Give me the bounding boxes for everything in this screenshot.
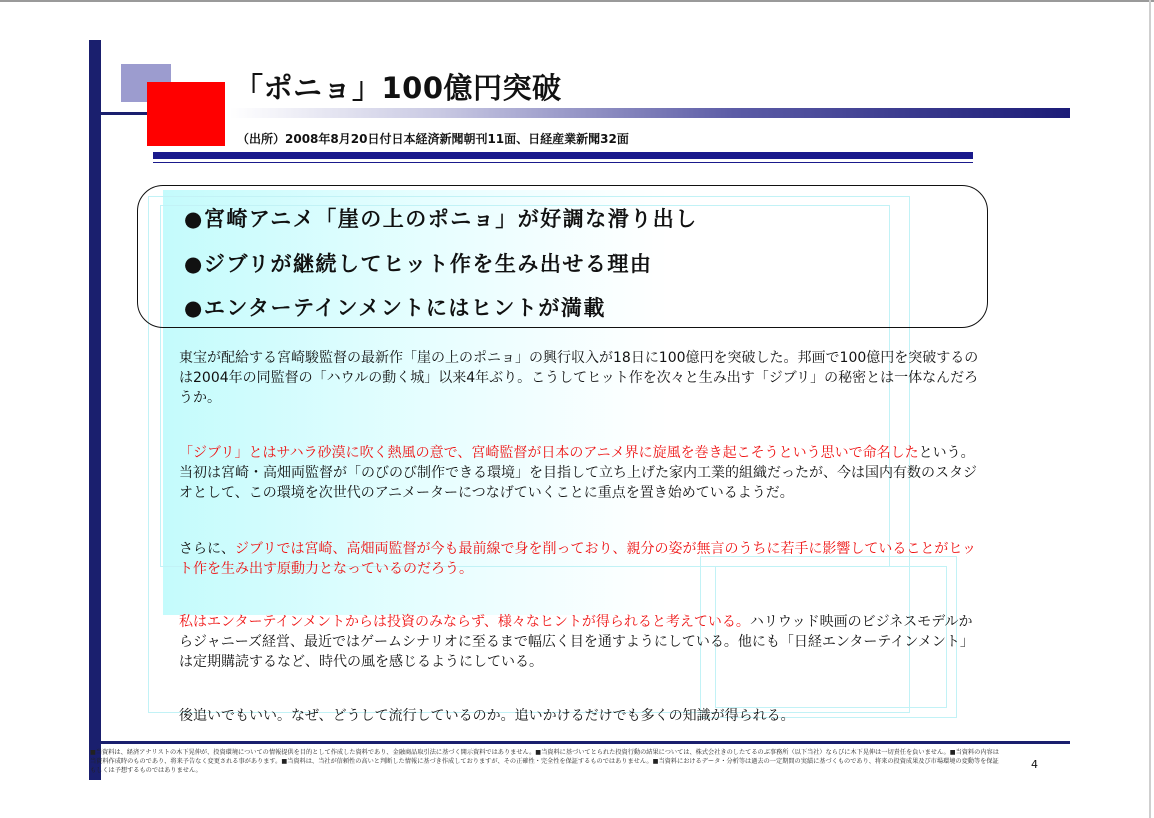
paragraph-4-highlight: 私はエンターテインメントからは投資のみならず、様々なヒントが得られると考えている。 [179, 614, 750, 630]
paragraph-3 [179, 539, 979, 579]
paragraph-2-highlight: 「ジブリ」とはサハラ砂漠に吹く熱風の意で、宮崎監督が日本のアニメ界に旋風を巻き起こそうという思いで命名した [179, 445, 919, 461]
key-point-3: ●エンターテインメントにはヒントが満載 [184, 296, 606, 320]
slide-title: 「ポニョ」100億円突破 [234, 71, 562, 105]
paragraph-2-text: という。当初は宮崎・高畑両監督が「のびのび制作できる環境」を目指して立ち上げた家内工業的組織だったが、今は国内有数のスタジオとして、この環境を次世代のアニメーターにつなげていくことに重点を置き始めているようだ。 [179, 445, 977, 501]
paragraph-4 [179, 612, 979, 672]
disclaimer-text: ■当資料は、経済アナリストの木下晃伸が、投資環境についての情報提供を目的として作成した資料であり、金融商品取引法に基づく開示資料ではありません。■当資料に基づいてとられた投資行動の結果については、株式会社きのしたてるのぶ事務所（以下当社）ならびに木下晃伸は一切責任を負いません。■当資料の内容は当資料作成時のものであり、将来予告なく変更される事があります。■当資料は、当社が信頼性の高いと判断した情報に基づき作成しておりますが、その正確性・完全性を保証するものではありません。■当資料におけるデータ・分析等は過去の一定期間の実績に基づくものであり、将来の投資成果及び市場環境の変動等を保証もしくは予想するものではありません。 [90, 749, 999, 774]
top-rule [0, 0, 1154, 2]
title-rule-left [101, 112, 147, 115]
paragraph-3-highlight: ジブリでは宮崎、高畑両監督が今も最前線で身を削っており、親分の姿が無言のうちに若手に影響していることがヒット作を生み出す原動力となっているのだろう。 [179, 541, 977, 577]
left-accent-bar [89, 40, 101, 780]
footer-rule [89, 741, 1070, 744]
paragraph-1: 東宝が配給する宮崎駿監督の最新作「崖の上のポニョ」の興行収入が18日に100億円を突破した。邦画で100億円を突破するのは2004年の同監督の「ハウルの動く城」以来4年ぶり。こうしてヒット作を次々と生み出す「ジブリ」の秘密とは一体なんだろうか。 [179, 350, 979, 406]
page-edge [1149, 0, 1151, 818]
paragraph-2 [179, 443, 979, 503]
paragraph-5: 後追いでもいい。なぜ、どうして流行しているのか。追いかけるだけでも多くの知識が得られる。 [179, 708, 795, 724]
page-number: 4 [1031, 758, 1038, 771]
source-citation: （出所）2008年8月20日付日本経済新聞朝刊11面、日経産業新聞32面 [237, 132, 629, 146]
key-point-2: ●ジブリが継続してヒット作を生み出せる理由 [184, 252, 653, 276]
key-point-1: ●宮崎アニメ「崖の上のポニョ」が好調な滑り出し [184, 207, 698, 231]
paragraph-4-text: ハリウッド映画のビジネスモデルからジャニーズ経営、最近ではゲームシナリオに至るまで幅広く目を通すようにしている。他にも「日経エンターテインメント」は定期購読するなど、時代の風を感じるようにしている。 [179, 614, 974, 670]
title-gradient-rule [230, 108, 1070, 118]
source-rule [153, 152, 973, 159]
paragraph-3-lead: さらに、 [179, 541, 235, 557]
logo-square-red [147, 82, 225, 146]
source-rule-thin [153, 162, 973, 163]
